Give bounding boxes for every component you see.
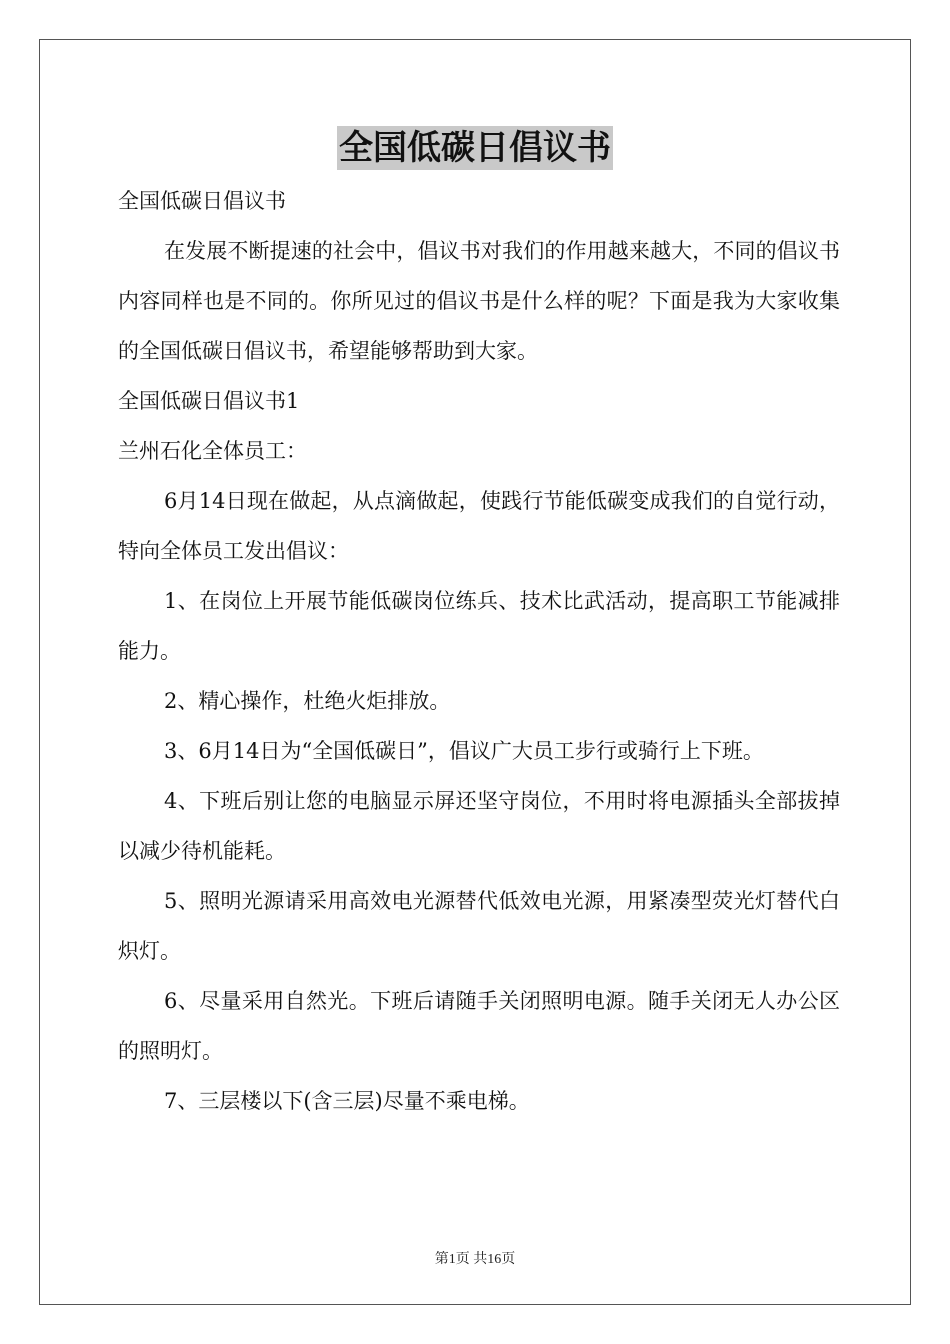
proposal-item-1: 1、在岗位上开展节能低碳岗位练兵、技术比武活动，提高职工节能减排能力。 [118,589,840,663]
proposal-item-4: 4、下班后别让您的电脑显示屏还坚守岗位，不用时将电源插头全部拔掉以减少待机能耗。 [118,789,840,863]
proposal-item-5: 5、照明光源请采用高效电光源替代低效电光源，用紧凑型荧光灯替代白炽灯。 [118,889,840,963]
proposal-item-6: 6、尽量采用自然光。下班后请随手关闭照明电源。随手关闭无人办公区的照明灯。 [118,989,840,1063]
document-title: 全国低碳日倡议书 [339,128,611,168]
section-heading: 全国低碳日倡议书1 [118,389,300,413]
proposal-item-7: 7、三层楼以下(含三层)尽量不乘电梯。 [164,1089,530,1113]
document-subtitle: 全国低碳日倡议书 [118,189,286,213]
document-body [118,176,840,1126]
proposal-intro: 6月14日现在做起，从点滴做起，使践行节能低碳变成我们的自觉行动，特向全体员工发出倡议： [118,489,840,563]
proposal-item-3: 3、6月14日为“全国低碳日”，倡议广大员工步行或骑行上下班。 [164,739,764,763]
intro-paragraph: 在发展不断提速的社会中，倡议书对我们的作用越来越大，不同的倡议书内容同样也是不同的。你所见过的倡议书是什么样的呢？下面是我为大家收集的全国低碳日倡议书，希望能够帮助到大家。 [118,239,840,363]
page-number-footer: 第1页 共16页 [434,1252,516,1267]
proposal-item-2: 2、精心操作，杜绝火炬排放。 [164,689,451,713]
salutation: 兰州石化全体员工： [118,439,307,463]
title-container [0,126,950,170]
